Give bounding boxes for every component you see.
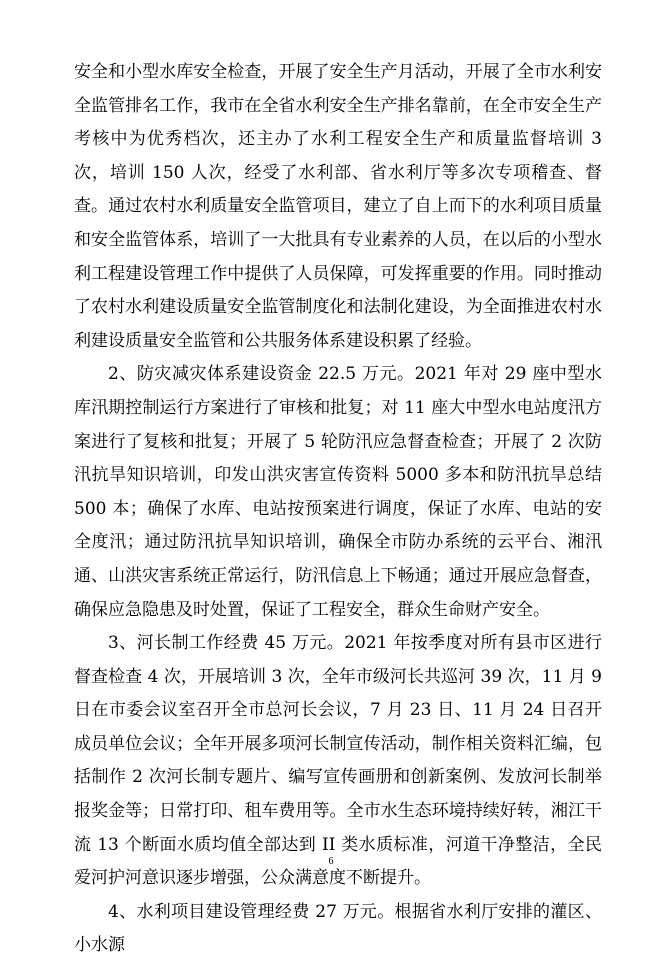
paragraph-disaster-prevention: 2、防灾减灾体系建设资金 22.5 万元。2021 年对 29 座中型水库汛期控制运行方案进行了审核和批复；对 11 座大中型水电站度汛方案进行了复核和批复；开展了 5 轮防汛应急督查检查；开展了 2 次防汛抗旱知识培训，印发山洪灾害宣传资料 5000 多本和防汛抗旱总结 500 本；确保了水库、电站按预案进行调度，保证了水库、电站的安全度汛；通过防汛抗旱知识培训，确保全市防办系统的云平台、湘汛通、山洪灾害系统正常运行，防汛信息上下畅通；通过开展应急督查，确保应急隐患及时处置，保证了工程安全，群众生命财产安全。 <box>74 364 602 620</box>
paragraph-continuation: 安全和小型水库安全检查，开展了安全生产月活动，开展了全市水利安全监管排名工作，我市在全省水利安全生产排名靠前，在全市安全生产考核中为优秀档次，还主办了水利工程安全生产和质量监督培训 3 次，培训 150 人次，经受了水利部、省水利厅等多次专项稽查、督查。通过农村水利质量安全监管项目，建立了自上而下的水利项目质量和安全监管体系，培训了一大批具有专业素养的人员，在以后的小型水利工程建设管理工作中提供了人员保障，可发挥重要的作用。同时推动了农村水利建设质量安全监管制度化和法制化建设，为全面推进农村水利建设质量安全监管和公共服务体系建设积累了经验。 <box>74 62 602 351</box>
page-number: 6 <box>328 856 334 867</box>
document-body <box>74 56 602 963</box>
paragraph-river-chief: 3、河长制工作经费 45 万元。2021 年按季度对所有县市区进行督查检查 4 次，开展培训 3 次，全年市级河长共巡河 39 次，11 月 9 日在市委会议室召开全市总河长会议，7 月 23 日、11 月 24 日召开成员单位会议；全年开展多项河长制宣传活动，制作相关资料汇编，包括制作 2 次河长制专题片、编写宣传画册和创新案例、发放河长制举报奖金等；日常打印、租车费用等。全市水生态环境持续好转，湘江干流 13 个断面水质均值全部达到 II 类水质标准，河道干净整洁，全民爱河护河意识逐步增强，公众满意度不断提升。 <box>74 633 602 889</box>
paragraph-project-management: 4、水利项目建设管理经费 27 万元。根据省水利厅安排的灌区、小水源 <box>74 901 602 956</box>
